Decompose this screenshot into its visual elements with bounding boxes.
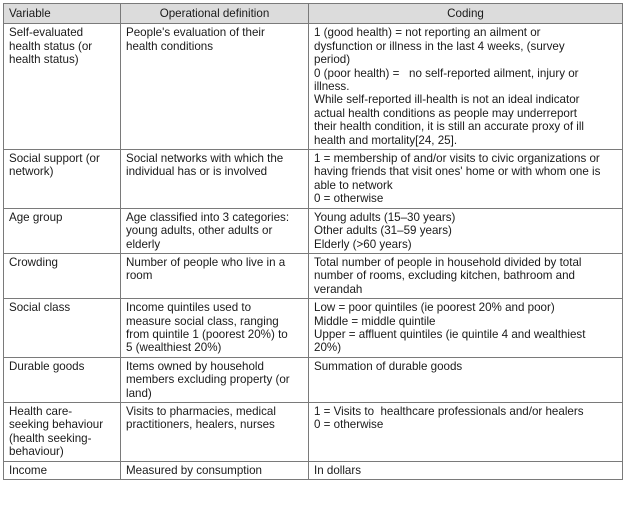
coding-line: health and mortality[24, 25]. — [314, 133, 458, 147]
coding-cell — [309, 253, 623, 298]
definition-line: Income quintiles used to — [126, 301, 252, 315]
header-operational-definition: Operational definition — [121, 4, 309, 24]
definition-line: Social networks with which the — [126, 152, 284, 166]
variable-line: Social class — [9, 301, 71, 315]
table-row — [4, 253, 623, 298]
coding-line: having friends that visit ones' home or with whom one is — [314, 165, 601, 179]
definition-line: Age classified into 3 categories: — [126, 210, 290, 224]
table-row — [4, 208, 623, 253]
definition-line: members excluding property (or — [126, 373, 290, 387]
coding-line: Low = poor quintiles (ie poorest 20% and poor) — [314, 301, 555, 315]
variable-line: Self-evaluated — [9, 26, 84, 40]
table-body — [4, 24, 623, 480]
coding-line: their health condition, it is still an accurate proxy of ill — [314, 120, 585, 134]
definition-line: land) — [126, 386, 152, 400]
variable-line: network) — [9, 165, 54, 179]
table-row — [4, 357, 623, 402]
definition-line: health conditions — [126, 39, 214, 53]
definition-line: 5 (wealthiest 20%) — [126, 341, 222, 355]
coding-line: 1 = Visits to healthcare professionals and/or healers — [314, 404, 584, 418]
coding-line: dysfunction or illness in the last 4 weeks, (survey — [314, 39, 565, 53]
table-row — [4, 299, 623, 358]
coding-line: actual health conditions as people may underreport — [314, 106, 577, 120]
variable-line: seeking behaviour — [9, 418, 104, 432]
coding-line: Summation of durable goods — [314, 359, 463, 373]
definition-cell — [121, 24, 309, 150]
definition-line: from quintile 1 (poorest 20%) to — [126, 327, 288, 341]
variable-line: health status (or — [9, 39, 93, 53]
coding-line: Young adults (15–30 years) — [314, 210, 456, 224]
coding-line: able to network — [314, 178, 393, 192]
table-header — [4, 4, 623, 24]
coding-cell — [309, 299, 623, 358]
coding-line: 1 = membership of and/or visits to civic organizations or — [314, 152, 600, 166]
coding-line: Elderly (>60 years) — [314, 237, 412, 251]
table-row — [4, 461, 623, 479]
coding-line: Total number of people in household divided by total — [314, 255, 582, 269]
definition-cell — [121, 208, 309, 253]
variable-line: health status) — [9, 53, 79, 67]
coding-cell — [309, 461, 623, 479]
coding-cell — [309, 150, 623, 209]
coding-line: 0 = otherwise — [314, 418, 384, 432]
definition-cell — [121, 150, 309, 209]
variable-cell — [4, 24, 121, 150]
coding-line: 1 (good health) = not reporting an ailment or — [314, 26, 541, 40]
header-coding: Coding — [309, 4, 623, 24]
variable-cell — [4, 402, 121, 461]
variable-cell — [4, 461, 121, 479]
coding-cell — [309, 208, 623, 253]
variable-cell — [4, 208, 121, 253]
coding-line: Other adults (31–59 years) — [314, 224, 452, 238]
definition-line: Number of people who live in a — [126, 255, 286, 269]
variable-line: Social support (or — [9, 152, 100, 166]
coding-line: Upper = affluent quintiles (ie quintile 4 and wealthiest — [314, 327, 586, 341]
coding-line: 0 (poor health) = no self-reported ailment, injury or — [314, 66, 579, 80]
variable-line: Income — [9, 463, 48, 477]
definition-line: Measured by consumption — [126, 463, 262, 477]
table-row — [4, 402, 623, 461]
table-row — [4, 24, 623, 150]
coding-line: illness. — [314, 80, 350, 94]
coding-line: 0 = otherwise — [314, 192, 384, 206]
definition-line: measure social class, ranging — [126, 314, 279, 328]
coding-line: Middle = middle quintile — [314, 314, 436, 328]
definition-line: practitioners, healers, nurses — [126, 418, 275, 432]
coding-line: In dollars — [314, 463, 362, 477]
variable-line: Durable goods — [9, 359, 85, 373]
coding-cell — [309, 24, 623, 150]
variable-cell — [4, 150, 121, 209]
variable-cell — [4, 299, 121, 358]
variable-line: behaviour) — [9, 445, 64, 459]
coding-line: verandah — [314, 282, 363, 296]
variable-line: Crowding — [9, 255, 58, 269]
variable-line: Age group — [9, 210, 63, 224]
definition-line: young adults, other adults or — [126, 224, 273, 238]
variable-cell — [4, 357, 121, 402]
coding-line: number of rooms, excluding kitchen, bathroom and — [314, 269, 576, 283]
variable-cell — [4, 253, 121, 298]
header-variable: Variable — [4, 4, 121, 24]
definition-cell — [121, 402, 309, 461]
coding-line: 20%) — [314, 341, 342, 355]
variables-table — [3, 3, 623, 480]
header-row — [4, 4, 623, 24]
definition-cell — [121, 461, 309, 479]
table-row — [4, 150, 623, 209]
definition-cell — [121, 299, 309, 358]
coding-line: While self-reported ill-health is not an ideal indicator — [314, 93, 580, 107]
definition-line: Visits to pharmacies, medical — [126, 404, 276, 418]
definition-cell — [121, 253, 309, 298]
definition-line: individual has or is involved — [126, 165, 268, 179]
definition-line: Items owned by household — [126, 359, 264, 373]
definition-line: elderly — [126, 237, 161, 251]
variable-line: Health care- — [9, 404, 73, 418]
variable-line: (health seeking- — [9, 431, 92, 445]
coding-cell — [309, 402, 623, 461]
coding-line: period) — [314, 53, 351, 67]
coding-cell — [309, 357, 623, 402]
definition-cell — [121, 357, 309, 402]
definition-line: People's evaluation of their — [126, 26, 265, 40]
definition-line: room — [126, 269, 153, 283]
